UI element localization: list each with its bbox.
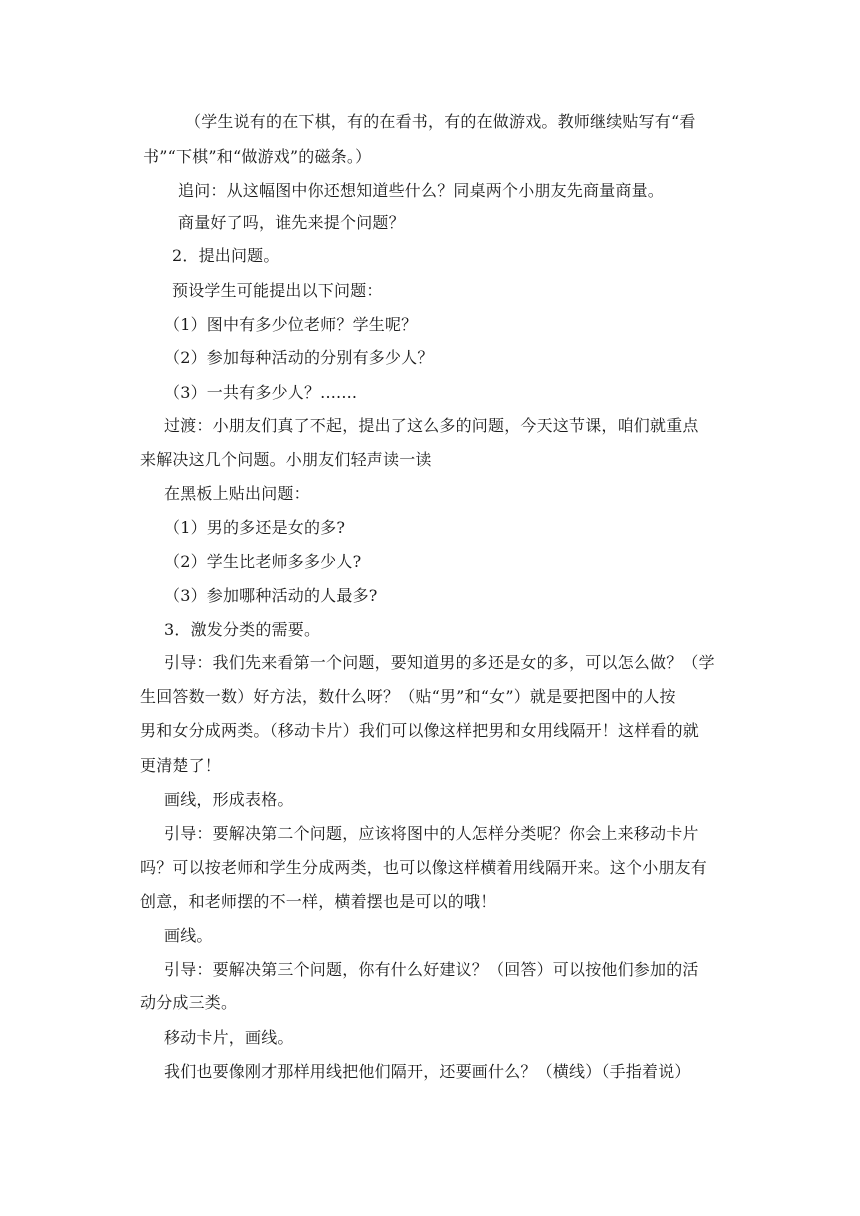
paragraph-line: （学生说有的在下棋，有的在看书，有的在做游戏。教师继续贴写有“看: [185, 112, 696, 131]
paragraph-line: 商量好了吗，谁先来提个问题？: [178, 213, 405, 232]
list-item: （3）参加哪种活动的人最多?: [164, 586, 378, 605]
paragraph-line: 来解决这几个问题。小朋友们轻声读一读: [140, 450, 432, 469]
list-item: （1）男的多还是女的多?: [164, 518, 346, 537]
paragraph-line: 动分成三类。: [140, 993, 238, 1012]
paragraph-line: 引导：我们先来看第一个问题，要知道男的多还是女的多，可以怎么做？（学: [164, 653, 715, 672]
paragraph-line: 书”“下棋”和“做游戏”的磁条。）: [143, 147, 372, 166]
paragraph-line: 生回答数一数）好方法，数什么呀？（贴“男”和“女”）就是要把图中的人按: [140, 687, 676, 706]
paragraph-line: 引导：要解决第二个问题，应该将图中的人怎样分类呢？你会上来移动卡片: [164, 824, 699, 843]
list-item: （2）参加每种活动的分别有多少人？: [164, 348, 434, 367]
paragraph-line: 更清楚了！: [140, 756, 222, 775]
paragraph-line: 画线，形成表格。: [164, 790, 294, 809]
paragraph-line: 男和女分成两类。（移动卡片）我们可以像这样把男和女用线隔开！这样看的就: [140, 721, 700, 740]
paragraph-line: 画线。: [164, 926, 213, 945]
paragraph-line: 引导：要解决第三个问题，你有什么好建议？（回答）可以按他们参加的活: [164, 960, 699, 979]
section-heading: 3．激发分类的需要。: [164, 620, 321, 639]
paragraph-line: 追问：从这幅图中你还想知道些什么？同桌两个小朋友先商量商量。: [178, 181, 665, 200]
list-item: （3）一共有多少人？.......: [164, 383, 358, 402]
paragraph-line: 预设学生可能提出以下问题：: [172, 281, 383, 300]
paragraph-line: 吗？可以按老师和学生分成两类，也可以像这样横着用线隔开来。这个小朋友有: [140, 858, 708, 877]
paragraph-line: 在黑板上贴出问题：: [164, 484, 310, 503]
paragraph-line: 我们也要像刚才那样用线把他们隔开，还要画什么？（横线）（手指着说）: [164, 1062, 691, 1081]
list-item: （1）图中有多少位老师？学生呢？: [164, 315, 418, 334]
list-item: （2）学生比老师多多少人?: [164, 552, 362, 571]
section-heading: 2．提出问题。: [172, 246, 280, 265]
paragraph-line: 移动卡片，画线。: [164, 1028, 294, 1047]
paragraph-line: 过渡：小朋友们真了不起，提出了这么多的问题，今天这节课，咱们就重点: [164, 416, 699, 435]
paragraph-line: 创意，和老师摆的不一样，横着摆也是可以的哦！: [140, 892, 497, 911]
